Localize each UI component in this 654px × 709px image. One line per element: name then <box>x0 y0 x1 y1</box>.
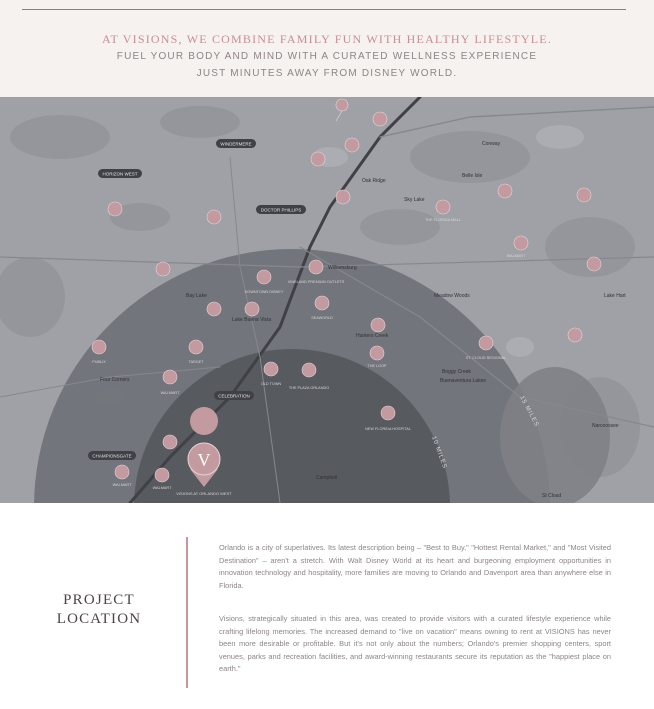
pin-icon <box>264 362 278 376</box>
pin-icon <box>163 435 177 449</box>
map-canvas <box>0 97 654 503</box>
poi-old-town: OLD TOWN <box>260 382 282 386</box>
badge-windermere: WINDERMERE <box>220 141 252 147</box>
tagline-subline-2: JUST MINUTES AWAY FROM DISNEY WORLD. <box>196 68 458 79</box>
poi-the-loop: THE LOOP <box>367 364 387 368</box>
section-title-line-1: PROJECT <box>63 592 135 608</box>
pin-icon <box>587 257 601 271</box>
pin-icon <box>479 336 493 350</box>
pin-icon <box>189 340 203 354</box>
location-paragraph-1: Orlando is a city of superlatives. Its latest description being – "Best to Buy," "Hottest Rental Market," and "Most Visited Destination" – aren't a stretch. With Walt Disney World at its heart and burgeoning employment opportunities in innovation technology and hospitality, more families are moving to Orlando and Davenport area than anywhere else in Florida. <box>219 543 611 590</box>
place-lake-hart: Lake Hart <box>604 293 626 299</box>
poi-seaworld: SEAWORLD <box>311 316 333 320</box>
pin-icon <box>336 99 348 121</box>
section-title-line-2: LOCATION <box>56 611 142 627</box>
pin-icon <box>207 302 221 316</box>
poi-walmart: WALMART <box>160 391 180 395</box>
place-hunters-creek: Hunters Creek <box>356 333 389 339</box>
place-st-cloud: St Cloud <box>542 493 562 499</box>
poi-walmart: WALMART <box>506 254 526 258</box>
place-belle-isle: Belle Isle <box>462 173 483 179</box>
lake-tohopekaliga <box>500 367 610 503</box>
badge-horizon-west: HORIZON WEST <box>102 171 138 177</box>
place-four-corners: Four Corners <box>100 377 130 383</box>
pin-icon <box>373 112 387 126</box>
badge-doctor-phillips: DOCTOR PHILLIPS <box>260 207 302 213</box>
place-meadow-woods: Meadow Woods <box>434 293 470 299</box>
badge-championsgate: CHAMPIONSGATE <box>92 453 132 459</box>
project-pin-letter: V <box>197 450 211 470</box>
pin-icon <box>370 346 384 360</box>
pin-icon <box>315 296 329 310</box>
project-pin-label: VISIONS AT ORLANDO WEST <box>176 491 232 496</box>
poi-premium-outlets: VINELAND PREMIUM OUTLETS <box>287 280 345 284</box>
pin-icon <box>257 270 271 284</box>
tagline-headline: AT VISIONS, WE COMBINE FAMILY FUN WITH HEALTHY LIFESTYLE. <box>101 32 553 46</box>
pin-icon <box>436 200 450 214</box>
header-band <box>0 0 654 97</box>
pin-icon <box>115 465 129 479</box>
pin-icon <box>245 302 259 316</box>
place-sky-lake: Sky Lake <box>404 197 425 203</box>
poi-publix: PUBLIX <box>92 360 106 364</box>
project-location-section <box>0 503 654 709</box>
poi-hospital: NEW FLORIDA HOSPITAL <box>365 427 411 431</box>
poi-st-cloud-hospital: ST. CLOUD REGIONAL <box>465 356 507 360</box>
place-bay-lake: Bay Lake <box>186 293 207 299</box>
tagline-subline-1: FUEL YOUR BODY AND MIND WITH A CURATED WELLNESS EXPERIENCE <box>116 51 538 62</box>
place-oak-ridge: Oak Ridge <box>362 178 386 184</box>
poi-the-plaza: THE PLAZA ORLANDO <box>288 386 330 390</box>
place-lake-buena-vista: Lake Buena Vista <box>232 317 272 323</box>
header-divider <box>22 9 626 10</box>
place-campbell: Campbell <box>316 475 338 481</box>
badge-celebration: CELEBRATION <box>218 393 250 399</box>
section-divider <box>186 537 188 688</box>
poi-target: TARGET <box>188 360 204 364</box>
pin-icon <box>309 260 323 274</box>
project-pin-icon <box>190 407 218 435</box>
place-boggy-creek: Boggy Creek <box>442 369 471 375</box>
pin-icon <box>108 202 122 216</box>
place-narcoossee: Narcoossee <box>592 423 619 429</box>
place-williamsburg: Williamsburg <box>328 265 357 271</box>
location-paragraph-2: Visions, strategically situated in this area, was created to provide visitors with a curated lifestyle experience while crafting lifelong memories. The increased demand to "live on vacation" means owning to rent at VISIONS has never been more desirable or profitable. But it's not only about the numbers; Orlando's premier shopping centers, sport venues, parks and recreation facilities, and award-winning restaurants secure its reputation as the "happiest place on earth." <box>219 614 611 674</box>
ring-10-label: 10 MILES <box>430 435 448 470</box>
place-conway: Conway <box>482 141 501 147</box>
pin-icon <box>311 152 325 166</box>
poi-florida-mall: THE FLORIDA MALL <box>425 218 461 222</box>
major-road-1 <box>380 107 654 137</box>
pin-icon <box>371 318 385 332</box>
pin-icon <box>92 340 106 354</box>
poi-walmart: WALMART <box>152 486 172 490</box>
poi-walmart: WALMART <box>112 483 132 487</box>
pin-icon <box>577 188 591 202</box>
place-buenaventura-lakes: Buenaventura Lakes <box>440 378 486 384</box>
pin-icon <box>381 406 395 420</box>
pin-icon <box>207 210 221 224</box>
pin-icon <box>155 468 169 482</box>
location-map <box>0 97 654 503</box>
pin-icon <box>498 184 512 198</box>
pin-icon <box>156 262 170 276</box>
pin-icon <box>302 363 316 377</box>
pin-icon <box>336 190 350 204</box>
pin-icon <box>345 138 359 152</box>
poi-downtown: DOWNTOWN DISNEY <box>244 290 284 294</box>
pin-icon <box>163 370 177 384</box>
pin-icon <box>514 236 528 250</box>
pin-icon <box>568 328 582 342</box>
ring-15-label: 15 MILES <box>518 395 540 429</box>
section-title <box>40 591 158 629</box>
